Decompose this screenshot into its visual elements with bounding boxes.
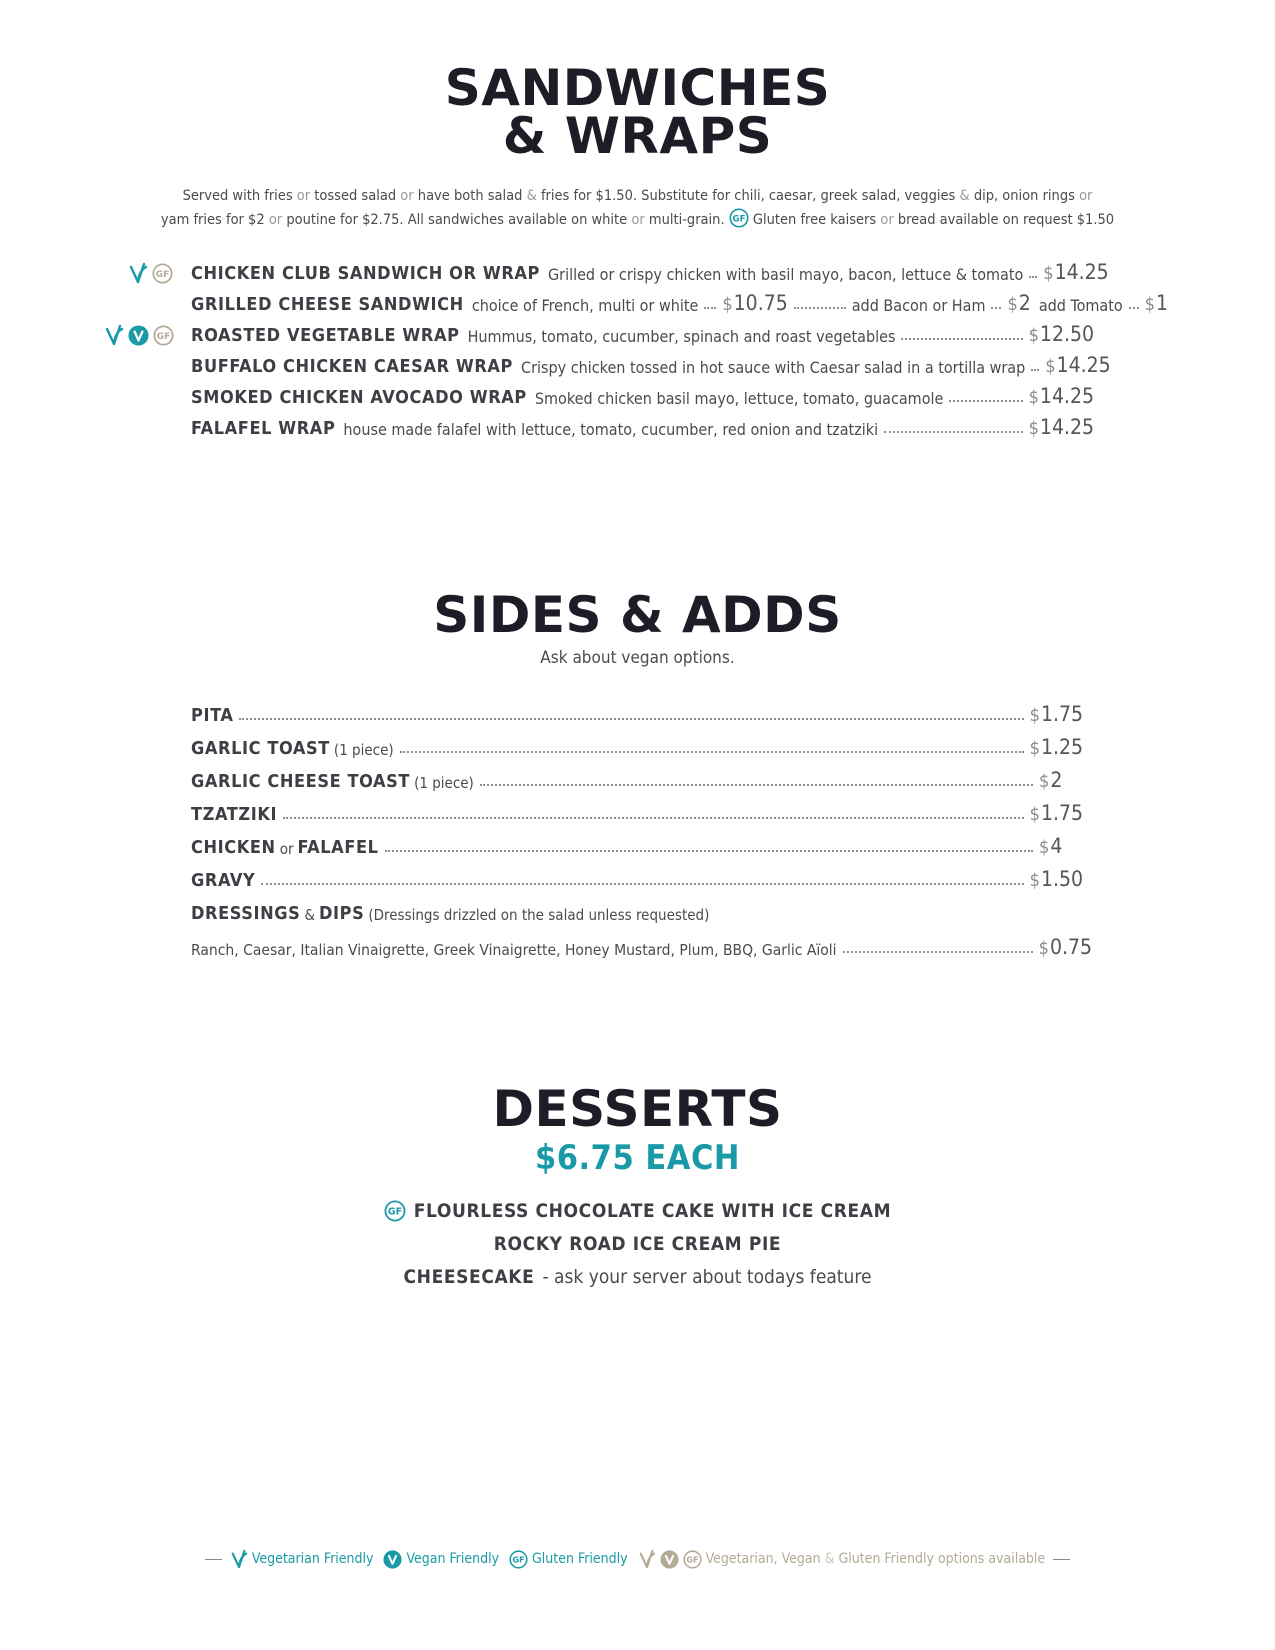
add-on-label: add Bacon or Ham	[851, 296, 986, 315]
item-dietary-marks	[128, 260, 173, 286]
item-note: (Dressings drizzled on the salad unless requested)	[368, 906, 710, 924]
dot-leader	[1129, 307, 1139, 309]
item-dietary-marks	[104, 322, 174, 348]
dressings-list-row	[191, 933, 1092, 959]
price-value: 4	[1050, 834, 1063, 858]
currency-sign: $	[722, 294, 733, 315]
price-value: 2	[1050, 768, 1063, 792]
legend-label: Gluten Friendly	[532, 1551, 628, 1567]
intro-amp: &	[959, 188, 970, 204]
item-description: Crispy chicken tossed in hot sauce with Caesar salad in a tortilla wrap	[521, 358, 1026, 377]
dot-leader	[261, 883, 1023, 885]
currency-sign: $	[1029, 738, 1040, 759]
legend-options	[638, 1548, 1046, 1570]
dressings-header	[191, 898, 1083, 924]
intro-or: or	[268, 212, 283, 228]
item-name: FALAFEL WRAP	[191, 418, 336, 439]
intro-text: poutine for $2.75. All sandwiches available on white	[286, 212, 628, 228]
gluten-free-icon	[509, 1550, 528, 1569]
gluten-free-option-icon	[683, 1550, 702, 1569]
item-name: GARLIC CHEESE TOAST	[191, 771, 411, 792]
legend-rule	[1053, 1559, 1070, 1560]
add-on-price	[1007, 291, 1030, 315]
intro-amp: &	[526, 188, 537, 204]
item-joiner: &	[304, 906, 315, 924]
currency-sign: $	[1029, 705, 1040, 726]
dot-leader	[385, 850, 1033, 852]
item-name: FALAFEL	[297, 837, 379, 858]
legend-vegan	[383, 1550, 499, 1569]
dot-leader	[480, 784, 1033, 786]
item-description: choice of French, multi or white	[471, 296, 699, 315]
vegetarian-icon	[104, 323, 124, 347]
dessert-item	[0, 1262, 1275, 1292]
intro-text: have both salad	[417, 188, 523, 204]
currency-sign: $	[1029, 804, 1040, 825]
dietary-legend	[205, 1548, 1070, 1570]
dessert-item	[0, 1229, 1275, 1259]
dessert-item	[0, 1196, 1275, 1226]
vegan-icon	[660, 1550, 679, 1569]
sides-heading: SIDES & ADDS	[433, 586, 842, 644]
intro-or: or	[400, 188, 414, 204]
legend-amp: &	[824, 1551, 835, 1567]
price-value: 2	[1018, 291, 1031, 315]
vegan-icon	[128, 325, 149, 346]
legend-gluten	[509, 1550, 628, 1569]
intro-text: Gluten free kaisers	[752, 212, 877, 228]
sandwiches-heading-line2: & WRAPS	[502, 107, 773, 165]
legend-label: Vegetarian Friendly	[251, 1551, 374, 1567]
item-price	[722, 291, 787, 315]
item-description: - ask your server about todays feature	[542, 1266, 872, 1288]
currency-sign: $	[1028, 418, 1039, 439]
item-name: FLOURLESS CHOCOLATE CAKE WITH ICE CREAM	[413, 1200, 892, 1222]
price-value: 1	[1155, 291, 1169, 315]
menu-item	[191, 351, 1111, 377]
side-item	[191, 733, 1083, 759]
sides-subtitle: Ask about vegan options.	[540, 648, 735, 668]
price-value: 14.25	[1039, 384, 1094, 408]
item-price	[1029, 322, 1094, 346]
intro-text: tossed salad	[314, 188, 397, 204]
side-item	[191, 766, 1083, 792]
menu-item	[191, 289, 1169, 315]
currency-sign: $	[1144, 294, 1155, 315]
legend-label: Vegetarian, Vegan	[705, 1551, 821, 1567]
dot-leader	[794, 307, 846, 309]
menu-item	[191, 382, 1094, 408]
item-name: CHEESECAKE	[403, 1266, 535, 1288]
side-item	[191, 700, 1083, 726]
price-value: 1.75	[1040, 801, 1083, 825]
intro-text: yam fries for $2	[160, 212, 265, 228]
currency-sign: $	[1028, 387, 1039, 408]
item-joiner: or	[279, 840, 294, 858]
legend-label: Gluten Friendly options available	[838, 1551, 1046, 1567]
dot-leader	[704, 307, 716, 309]
price-value: 1.50	[1040, 867, 1083, 891]
item-name: PITA	[191, 705, 234, 726]
item-price	[1030, 702, 1083, 726]
price-value: 14.25	[1056, 353, 1111, 377]
add-on-label: add Tomato	[1038, 296, 1123, 315]
menu-item	[191, 413, 1094, 439]
item-description: house made falafel with lettuce, tomato, cucumber, red onion and tzatziki	[343, 420, 879, 439]
side-item	[191, 832, 1083, 858]
vegetarian-icon	[638, 1548, 656, 1570]
item-description: Grilled or crispy chicken with basil mayo, bacon, lettuce & tomato	[548, 265, 1024, 284]
item-description: Smoked chicken basil mayo, lettuce, tomato, guacamole	[534, 389, 944, 408]
intro-or: or	[880, 212, 894, 228]
dot-leader	[991, 307, 1001, 309]
item-name: BUFFALO CHICKEN CAESAR WRAP	[191, 356, 514, 377]
item-name: DIPS	[318, 903, 365, 924]
intro-text: dip, onion rings	[973, 188, 1075, 204]
intro-text: fries for $1.50. Substitute for chili, caesar, greek salad, veggies	[540, 188, 956, 204]
vegan-icon	[383, 1550, 402, 1569]
item-note: (1 piece)	[414, 774, 474, 792]
item-name: GRAVY	[191, 870, 256, 891]
item-price	[1030, 867, 1083, 891]
intro-or: or	[1079, 188, 1093, 204]
intro-or: or	[296, 188, 311, 204]
item-name: DRESSINGS	[191, 903, 301, 924]
item-price	[1045, 353, 1110, 377]
item-price	[1029, 415, 1094, 439]
gluten-free-option-icon	[152, 263, 173, 284]
dot-leader	[1031, 369, 1039, 371]
gluten-free-option-icon	[153, 325, 174, 346]
item-name: GARLIC TOAST	[191, 738, 330, 759]
item-name: GRILLED CHEESE SANDWICH	[191, 294, 464, 315]
dressings-list: Ranch, Caesar, Italian Vinaigrette, Greek Vinaigrette, Honey Mustard, Plum, BBQ, Garlic Aïoli	[191, 941, 837, 959]
gluten-free-icon	[384, 1200, 406, 1222]
price-value: 12.50	[1039, 322, 1094, 346]
dot-leader	[1029, 276, 1037, 278]
item-name: TZATZIKI	[191, 804, 278, 825]
price-value: 1.75	[1040, 702, 1083, 726]
item-price	[1039, 935, 1092, 959]
legend-rule	[205, 1559, 222, 1560]
sandwiches-heading	[0, 59, 1275, 165]
dot-leader	[283, 817, 1024, 819]
desserts-heading: DESSERTS	[492, 1080, 783, 1138]
legend-label: Vegan Friendly	[406, 1551, 500, 1567]
gluten-free-icon	[729, 208, 749, 228]
currency-sign: $	[1039, 837, 1050, 858]
item-description: Hummus, tomato, cucumber, spinach and roast vegetables	[467, 327, 896, 346]
intro-text: bread available on request $1.50	[897, 212, 1115, 228]
menu-item	[191, 258, 1109, 284]
sandwiches-heading-line1: SANDWICHES	[444, 59, 831, 117]
currency-sign: $	[1039, 771, 1050, 792]
item-name: CHICKEN	[191, 837, 276, 858]
dot-leader	[884, 431, 1023, 433]
menu-item	[191, 320, 1094, 346]
item-price	[1030, 801, 1083, 825]
item-note: (1 piece)	[333, 741, 394, 759]
item-name: SMOKED CHICKEN AVOCADO WRAP	[191, 387, 527, 408]
item-price	[1039, 834, 1083, 858]
dot-leader	[239, 718, 1023, 720]
item-name: ROASTED VEGETABLE WRAP	[191, 325, 460, 346]
dot-leader	[400, 751, 1024, 753]
intro-or: or	[631, 212, 645, 228]
add-on-price	[1145, 291, 1168, 315]
desserts-price: $6.75 EACH	[534, 1138, 740, 1178]
legend-vegetarian	[230, 1548, 374, 1570]
vegetarian-icon	[128, 261, 148, 285]
intro-text: Served with fries	[182, 188, 293, 204]
currency-sign: $	[1028, 325, 1039, 346]
dot-leader	[901, 338, 1022, 340]
item-price	[1043, 260, 1108, 284]
currency-sign: $	[1038, 938, 1049, 959]
price-value: 14.25	[1039, 415, 1094, 439]
price-value: 0.75	[1049, 935, 1092, 959]
item-price	[1030, 735, 1083, 759]
dot-leader	[949, 400, 1022, 402]
vegetarian-icon	[230, 1548, 248, 1570]
side-item	[191, 799, 1083, 825]
item-price	[1039, 768, 1083, 792]
price-value: 10.75	[733, 291, 788, 315]
price-value: 14.25	[1054, 260, 1109, 284]
price-value: 1.25	[1040, 735, 1083, 759]
item-price	[1029, 384, 1094, 408]
currency-sign: $	[1045, 356, 1056, 377]
item-name: CHICKEN CLUB SANDWICH OR WRAP	[191, 263, 540, 284]
sandwiches-intro	[150, 185, 1125, 232]
item-name: ROCKY ROAD ICE CREAM PIE	[493, 1233, 782, 1255]
currency-sign: $	[1007, 294, 1018, 315]
currency-sign: $	[1043, 263, 1054, 284]
currency-sign: $	[1029, 870, 1040, 891]
dot-leader	[843, 951, 1033, 953]
intro-text: multi-grain.	[648, 212, 725, 228]
side-item	[191, 865, 1083, 891]
